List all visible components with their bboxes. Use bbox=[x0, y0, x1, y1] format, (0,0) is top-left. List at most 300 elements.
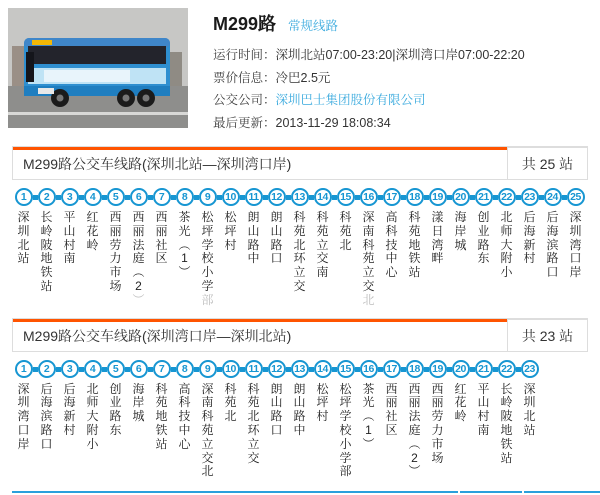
stop-name bbox=[86, 211, 98, 252]
stop-name bbox=[63, 383, 75, 438]
stop-name-char: 山 bbox=[270, 223, 283, 238]
stop-name bbox=[132, 211, 144, 308]
stop-number-badge: 6 bbox=[130, 360, 148, 378]
stop-name-char: 技 bbox=[178, 409, 191, 424]
stop-number-badge: 9 bbox=[199, 188, 217, 206]
stop-name-char: 交 bbox=[247, 450, 260, 465]
stop-name bbox=[63, 211, 75, 266]
stop-name-char: 深 bbox=[362, 210, 375, 224]
stop-name-char: 1 bbox=[365, 422, 372, 437]
stop-name bbox=[17, 383, 29, 452]
stop-name bbox=[408, 211, 420, 280]
stop-name-char: 小 bbox=[201, 265, 214, 280]
stop-name bbox=[109, 211, 121, 294]
stop-name-char: 丽 bbox=[385, 395, 398, 410]
stop-name-char: 口 bbox=[546, 265, 559, 280]
route-info-row bbox=[213, 112, 593, 135]
stop-name-char: 小 bbox=[500, 265, 513, 280]
stop-name-char: 深 bbox=[17, 381, 30, 396]
stop-name-char: 南 bbox=[477, 422, 490, 437]
stop-item[interactable] bbox=[242, 360, 265, 480]
stop-item[interactable] bbox=[173, 188, 196, 308]
stop-name-char: 西 bbox=[155, 210, 168, 224]
stop-name-char: 路 bbox=[247, 237, 260, 252]
stop-name bbox=[201, 383, 213, 480]
stop-name-char: 路 bbox=[477, 237, 490, 252]
stop-item[interactable] bbox=[380, 360, 403, 480]
stop-name bbox=[270, 383, 282, 438]
stop-name-char: 铁 bbox=[40, 265, 53, 280]
stop-name-char: 路 bbox=[109, 409, 122, 424]
stop-name-char: 城 bbox=[132, 409, 145, 424]
stop-name-char: 小 bbox=[339, 436, 352, 451]
stop-name-char: 海 bbox=[132, 381, 145, 396]
stop-name-char: 朗 bbox=[270, 210, 283, 224]
stop-number-badge: 11 bbox=[245, 188, 263, 206]
stop-name-char: 社 bbox=[385, 409, 398, 424]
route-title: M299路 bbox=[213, 14, 277, 34]
stop-item[interactable] bbox=[242, 188, 265, 308]
stop-name-char: 交 bbox=[362, 278, 375, 293]
stop-name bbox=[339, 211, 351, 252]
info-label: 票价信息： bbox=[213, 70, 276, 85]
stop-name-char: 岭 bbox=[86, 237, 99, 252]
stop-name bbox=[270, 211, 282, 266]
stop-item[interactable] bbox=[357, 360, 380, 480]
stop-name-char: 科 bbox=[316, 210, 329, 224]
stop-name-char: 后 bbox=[546, 210, 559, 224]
stop-item[interactable] bbox=[35, 188, 58, 308]
stop-name-char: 北 bbox=[339, 237, 352, 252]
stop-name-char: 场 bbox=[431, 450, 444, 465]
stop-name-char: 西 bbox=[109, 210, 122, 224]
table-border-segment bbox=[12, 491, 458, 493]
stop-name-char: 西 bbox=[408, 381, 421, 396]
stop-name-char: 环 bbox=[247, 422, 260, 437]
stop-name-char: 学 bbox=[201, 278, 214, 293]
stop-name-char: 村 bbox=[523, 251, 536, 266]
stop-name-char: 后 bbox=[63, 381, 76, 396]
stop-name-char: 地 bbox=[500, 422, 513, 437]
stop-name-char: 场 bbox=[109, 278, 122, 293]
stop-name-char: 海 bbox=[63, 395, 76, 410]
stop-name bbox=[500, 383, 512, 466]
stop-name-char: 坪 bbox=[201, 223, 214, 238]
stop-number-badge: 1 bbox=[15, 360, 33, 378]
stop-name-char: 站 bbox=[17, 251, 30, 266]
stop-name-char: 创 bbox=[477, 210, 490, 224]
stop-name-char: 大 bbox=[500, 237, 513, 252]
stop-item[interactable] bbox=[127, 360, 150, 480]
stop-name bbox=[362, 383, 374, 452]
stop-number-badge: 10 bbox=[222, 360, 240, 378]
stop-number-badge: 18 bbox=[406, 188, 424, 206]
stop-name-char: 中 bbox=[385, 251, 398, 266]
stop-name bbox=[500, 211, 512, 280]
stop-name-char: 圳 bbox=[17, 223, 30, 238]
stop-name-char: 南 bbox=[316, 265, 329, 280]
stop-name-char: 1 bbox=[181, 251, 188, 266]
stops-row bbox=[12, 188, 588, 308]
route-title-row bbox=[213, 10, 593, 36]
stop-name-char: 心 bbox=[178, 436, 191, 451]
stop-name-char: 力 bbox=[109, 251, 122, 266]
stop-name-char: 苑 bbox=[293, 223, 306, 238]
next-table-top-border bbox=[0, 491, 600, 493]
stop-item[interactable] bbox=[150, 188, 173, 308]
stop-item[interactable] bbox=[403, 360, 426, 480]
stop-number-badge: 22 bbox=[498, 360, 516, 378]
stop-number-badge: 2 bbox=[38, 360, 56, 378]
stop-item[interactable] bbox=[449, 188, 472, 308]
stop-name-char: ︵ bbox=[362, 409, 375, 424]
stop-number-badge: 19 bbox=[429, 188, 447, 206]
stop-name-char: 心 bbox=[385, 265, 398, 280]
stop-name-char: 苑 bbox=[247, 395, 260, 410]
stop-item[interactable] bbox=[518, 360, 541, 480]
stop-name-char: 海 bbox=[523, 223, 536, 238]
stop-name-char: 深 bbox=[201, 381, 214, 396]
info-label: 公交公司： bbox=[213, 93, 276, 107]
stop-number-badge: 12 bbox=[268, 360, 286, 378]
stop-name-char: 口 bbox=[270, 422, 283, 437]
stop-name-char: 丽 bbox=[431, 395, 444, 410]
stop-name-char: 湾 bbox=[17, 409, 30, 424]
stop-name bbox=[316, 383, 328, 424]
stop-item[interactable] bbox=[196, 360, 219, 480]
stop-name-char: ︶ bbox=[362, 436, 375, 451]
stop-item[interactable] bbox=[173, 360, 196, 480]
route-info-row bbox=[213, 67, 593, 90]
stop-name-char: 口 bbox=[17, 422, 30, 437]
stop-name-char: 2 bbox=[411, 450, 418, 465]
stop-name-char: 地 bbox=[155, 409, 168, 424]
stop-name bbox=[17, 211, 29, 266]
stop-item[interactable] bbox=[219, 360, 242, 480]
stop-name-char: 立 bbox=[316, 237, 329, 252]
stop-number-badge: 12 bbox=[268, 188, 286, 206]
stop-name-char: 北 bbox=[293, 237, 306, 252]
stop-item[interactable] bbox=[380, 188, 403, 308]
stop-name-char: 深 bbox=[17, 210, 30, 224]
stop-item[interactable] bbox=[334, 188, 357, 308]
stop-item[interactable] bbox=[219, 188, 242, 308]
stop-name-char: 科 bbox=[201, 409, 214, 424]
stop-name-char: 劳 bbox=[431, 409, 444, 424]
stop-name-char: 海 bbox=[546, 223, 559, 238]
stop-number-badge: 16 bbox=[360, 188, 378, 206]
stop-name-char: 山 bbox=[247, 223, 260, 238]
stop-name-char: 立 bbox=[362, 265, 375, 280]
stop-name bbox=[569, 211, 581, 280]
stop-name-char: 丽 bbox=[408, 395, 421, 410]
stop-name-char: 科 bbox=[385, 223, 398, 238]
stop-name bbox=[454, 383, 466, 424]
stop-name bbox=[477, 383, 489, 438]
stop-name-char: 科 bbox=[408, 210, 421, 224]
stop-name-char: 村 bbox=[316, 409, 329, 424]
stop-item[interactable] bbox=[426, 360, 449, 480]
table-border-segment bbox=[460, 491, 522, 493]
route-section-header bbox=[12, 318, 588, 352]
stop-item[interactable] bbox=[288, 360, 311, 480]
stop-name-char: 地 bbox=[408, 237, 421, 252]
stop-name-char: 业 bbox=[477, 223, 490, 238]
stop-name-char: 苑 bbox=[362, 251, 375, 266]
stop-name-char: 岸 bbox=[569, 265, 582, 280]
route-section-title: M299路公交车线路(深圳湾口岸—深圳北站) bbox=[13, 319, 507, 351]
stop-name-char: 平 bbox=[63, 210, 76, 224]
stop-name bbox=[477, 211, 489, 266]
stop-name-char: 新 bbox=[523, 237, 536, 252]
stop-name-char: 朗 bbox=[270, 381, 283, 396]
stop-name-char: 岸 bbox=[132, 395, 145, 410]
stop-item[interactable] bbox=[564, 188, 587, 308]
stop-name-char: 口 bbox=[270, 251, 283, 266]
stop-number-badge: 14 bbox=[314, 188, 332, 206]
stop-name-char: 科 bbox=[362, 237, 375, 252]
stop-item[interactable] bbox=[12, 188, 35, 308]
stop-number-badge: 24 bbox=[544, 188, 562, 206]
stop-name-char: 劳 bbox=[109, 237, 122, 252]
stop-name-char: 茶 bbox=[362, 381, 375, 396]
route-stop-count-badge: 共 25 站 bbox=[507, 147, 587, 179]
stop-name-char: 城 bbox=[454, 237, 467, 252]
stop-name-char: 站 bbox=[408, 265, 421, 280]
stop-name-char: 交 bbox=[316, 251, 329, 266]
stop-name bbox=[316, 211, 328, 280]
stop-name-char: ︶ bbox=[132, 292, 145, 307]
stop-name-char: 坪 bbox=[316, 395, 329, 410]
stop-name-char: 西 bbox=[431, 381, 444, 396]
stop-name-char: 立 bbox=[293, 265, 306, 280]
stop-number-badge: 8 bbox=[176, 360, 194, 378]
stop-name-char: ︶ bbox=[408, 464, 421, 479]
stop-number-badge: 23 bbox=[521, 188, 539, 206]
stop-item[interactable] bbox=[265, 360, 288, 480]
stop-name-char: 大 bbox=[86, 409, 99, 424]
stop-name-char: 苑 bbox=[339, 223, 352, 238]
stop-number-badge: 15 bbox=[337, 188, 355, 206]
stop-name-char: 村 bbox=[63, 237, 76, 252]
stop-name-char: 滨 bbox=[546, 237, 559, 252]
stop-name-char: 山 bbox=[63, 223, 76, 238]
stop-name-char: 花 bbox=[454, 395, 467, 410]
info-value: 2013-11-29 18:08:34 bbox=[275, 115, 391, 130]
stop-item[interactable] bbox=[403, 188, 426, 308]
stop-name-char: 交 bbox=[201, 450, 214, 465]
stop-name-char: 科 bbox=[178, 395, 191, 410]
stop-item[interactable] bbox=[449, 360, 472, 480]
stop-item[interactable] bbox=[104, 360, 127, 480]
stop-name-char: 站 bbox=[155, 436, 168, 451]
stop-name-char: 高 bbox=[178, 381, 191, 396]
stop-item[interactable] bbox=[35, 360, 58, 480]
stop-item[interactable] bbox=[150, 360, 173, 480]
stop-name-char: 西 bbox=[385, 381, 398, 396]
stop-item[interactable] bbox=[495, 188, 518, 308]
stop-number-badge: 20 bbox=[452, 188, 470, 206]
stops-row bbox=[12, 360, 588, 480]
stop-name-char: 陂 bbox=[500, 409, 513, 424]
stop-name bbox=[109, 383, 121, 438]
stop-name-char: 岸 bbox=[17, 436, 30, 451]
stop-item[interactable] bbox=[104, 188, 127, 308]
stop-item[interactable] bbox=[127, 188, 150, 308]
stop-number-badge: 13 bbox=[291, 188, 309, 206]
stop-number-badge: 17 bbox=[383, 188, 401, 206]
stop-name-char: 区 bbox=[155, 251, 168, 266]
stop-name-char: 力 bbox=[431, 422, 444, 437]
stop-name bbox=[247, 383, 259, 466]
stop-name-char: 路 bbox=[270, 409, 283, 424]
stop-name-char: 附 bbox=[500, 251, 513, 266]
stop-name-char: 铁 bbox=[155, 422, 168, 437]
stop-name-char: 庭 bbox=[132, 251, 145, 266]
stop-name-char: 山 bbox=[477, 395, 490, 410]
stop-name-char: 北 bbox=[86, 381, 99, 396]
stop-item[interactable] bbox=[426, 188, 449, 308]
info-value-link[interactable]: 深圳巴士集团股份有限公司 bbox=[275, 93, 426, 107]
stop-name-char: 光 bbox=[178, 223, 191, 238]
stop-name-char: 岭 bbox=[500, 395, 513, 410]
stop-name bbox=[224, 211, 236, 252]
stop-item[interactable] bbox=[288, 188, 311, 308]
stop-name-char: 科 bbox=[293, 210, 306, 224]
stop-name bbox=[385, 383, 397, 438]
stop-name-char: 海 bbox=[40, 395, 53, 410]
stop-name-char: 铁 bbox=[408, 251, 421, 266]
stop-name-char: 村 bbox=[63, 422, 76, 437]
stop-name-char: 附 bbox=[86, 422, 99, 437]
stop-name-char: ︵ bbox=[132, 265, 145, 280]
stop-item[interactable] bbox=[357, 188, 380, 308]
stop-name bbox=[155, 211, 167, 266]
stop-name-char: 西 bbox=[132, 210, 145, 224]
stop-name-char: 小 bbox=[86, 436, 99, 451]
stop-name-char: 部 bbox=[339, 464, 352, 479]
stop-item[interactable] bbox=[311, 188, 334, 308]
stop-name-char: 朗 bbox=[293, 381, 306, 396]
stop-name-char: 站 bbox=[500, 450, 513, 465]
stop-name-char: 长 bbox=[500, 381, 513, 396]
stop-name-char: 师 bbox=[86, 395, 99, 410]
route-summary-block bbox=[0, 0, 600, 140]
stop-item[interactable] bbox=[495, 360, 518, 480]
stop-item[interactable] bbox=[58, 360, 81, 480]
stop-number-badge: 6 bbox=[130, 188, 148, 206]
stop-name-char: 岸 bbox=[454, 223, 467, 238]
stop-name-char: 路 bbox=[546, 251, 559, 266]
stop-name-char: 岭 bbox=[454, 409, 467, 424]
stop-item[interactable] bbox=[58, 188, 81, 308]
route-info-row bbox=[213, 89, 593, 112]
stop-name bbox=[293, 383, 305, 438]
stop-name-char: 光 bbox=[362, 395, 375, 410]
stop-name-char: 环 bbox=[293, 251, 306, 266]
stop-item[interactable] bbox=[334, 360, 357, 480]
stop-name-char: 东 bbox=[109, 422, 122, 437]
stop-number-badge: 9 bbox=[199, 360, 217, 378]
stop-number-badge: 22 bbox=[498, 188, 516, 206]
stop-name-char: 岭 bbox=[40, 223, 53, 238]
route-type-link[interactable]: 常规线路 bbox=[288, 19, 339, 33]
stop-item[interactable] bbox=[81, 360, 104, 480]
route-info-row bbox=[213, 44, 593, 67]
stop-number-badge: 13 bbox=[291, 360, 309, 378]
stop-name bbox=[523, 211, 535, 266]
stop-name-char: ︵ bbox=[408, 436, 421, 451]
stop-name-char: 站 bbox=[40, 278, 53, 293]
stop-name-char: 北 bbox=[201, 464, 214, 479]
stop-name-char: 市 bbox=[431, 436, 444, 451]
stop-name-char: 交 bbox=[293, 278, 306, 293]
stop-name bbox=[546, 211, 558, 280]
stop-name-char: 路 bbox=[293, 409, 306, 424]
route-info bbox=[213, 10, 593, 134]
stop-name-char: 南 bbox=[201, 395, 214, 410]
stop-item[interactable] bbox=[541, 188, 564, 308]
stop-name-char: 中 bbox=[178, 422, 191, 437]
stop-name-char: 南 bbox=[362, 223, 375, 238]
route-section-header bbox=[12, 146, 588, 180]
stop-name bbox=[339, 383, 351, 480]
stop-name-char: 长 bbox=[40, 210, 53, 224]
stop-name-char: 深 bbox=[569, 210, 582, 224]
stop-name-char: 中 bbox=[247, 251, 260, 266]
stop-name-char: 区 bbox=[385, 422, 398, 437]
stop-item[interactable] bbox=[518, 188, 541, 308]
stop-number-badge: 17 bbox=[383, 360, 401, 378]
stop-name-char: 路 bbox=[270, 237, 283, 252]
stop-name-char: 海 bbox=[454, 210, 467, 224]
stop-name-char: 学 bbox=[339, 450, 352, 465]
stop-item[interactable] bbox=[472, 188, 495, 308]
stop-item[interactable] bbox=[196, 188, 219, 308]
stop-name bbox=[40, 211, 52, 294]
stop-name-char: 校 bbox=[201, 251, 214, 266]
stop-name-char: 茶 bbox=[178, 210, 191, 224]
stop-name-char: 北 bbox=[500, 210, 513, 224]
stop-name-char: 松 bbox=[224, 210, 237, 224]
stop-item[interactable] bbox=[265, 188, 288, 308]
stop-item[interactable] bbox=[12, 360, 35, 480]
stop-name-char: 丽 bbox=[155, 223, 168, 238]
stop-name-char: 立 bbox=[201, 436, 214, 451]
stop-name-char: 松 bbox=[339, 381, 352, 396]
stop-name bbox=[408, 383, 420, 480]
stop-name-char: 学 bbox=[339, 409, 352, 424]
stop-number-badge: 23 bbox=[521, 360, 539, 378]
stop-name-char: 北 bbox=[362, 292, 375, 307]
stop-number-badge: 21 bbox=[475, 188, 493, 206]
stop-number-badge: 15 bbox=[337, 360, 355, 378]
stop-name-char: 2 bbox=[135, 278, 142, 293]
stop-name-char: 苑 bbox=[408, 223, 421, 238]
stop-number-badge: 14 bbox=[314, 360, 332, 378]
stop-item[interactable] bbox=[81, 188, 104, 308]
stop-item[interactable] bbox=[311, 360, 334, 480]
stop-name-char: 陂 bbox=[40, 237, 53, 252]
stop-number-badge: 1 bbox=[15, 188, 33, 206]
stop-number-badge: 21 bbox=[475, 360, 493, 378]
stop-name bbox=[40, 383, 52, 452]
stop-name bbox=[362, 211, 374, 308]
stop-name bbox=[431, 383, 443, 466]
stop-name-char: 苑 bbox=[316, 223, 329, 238]
stop-item[interactable] bbox=[472, 360, 495, 480]
stop-number-badge: 16 bbox=[360, 360, 378, 378]
